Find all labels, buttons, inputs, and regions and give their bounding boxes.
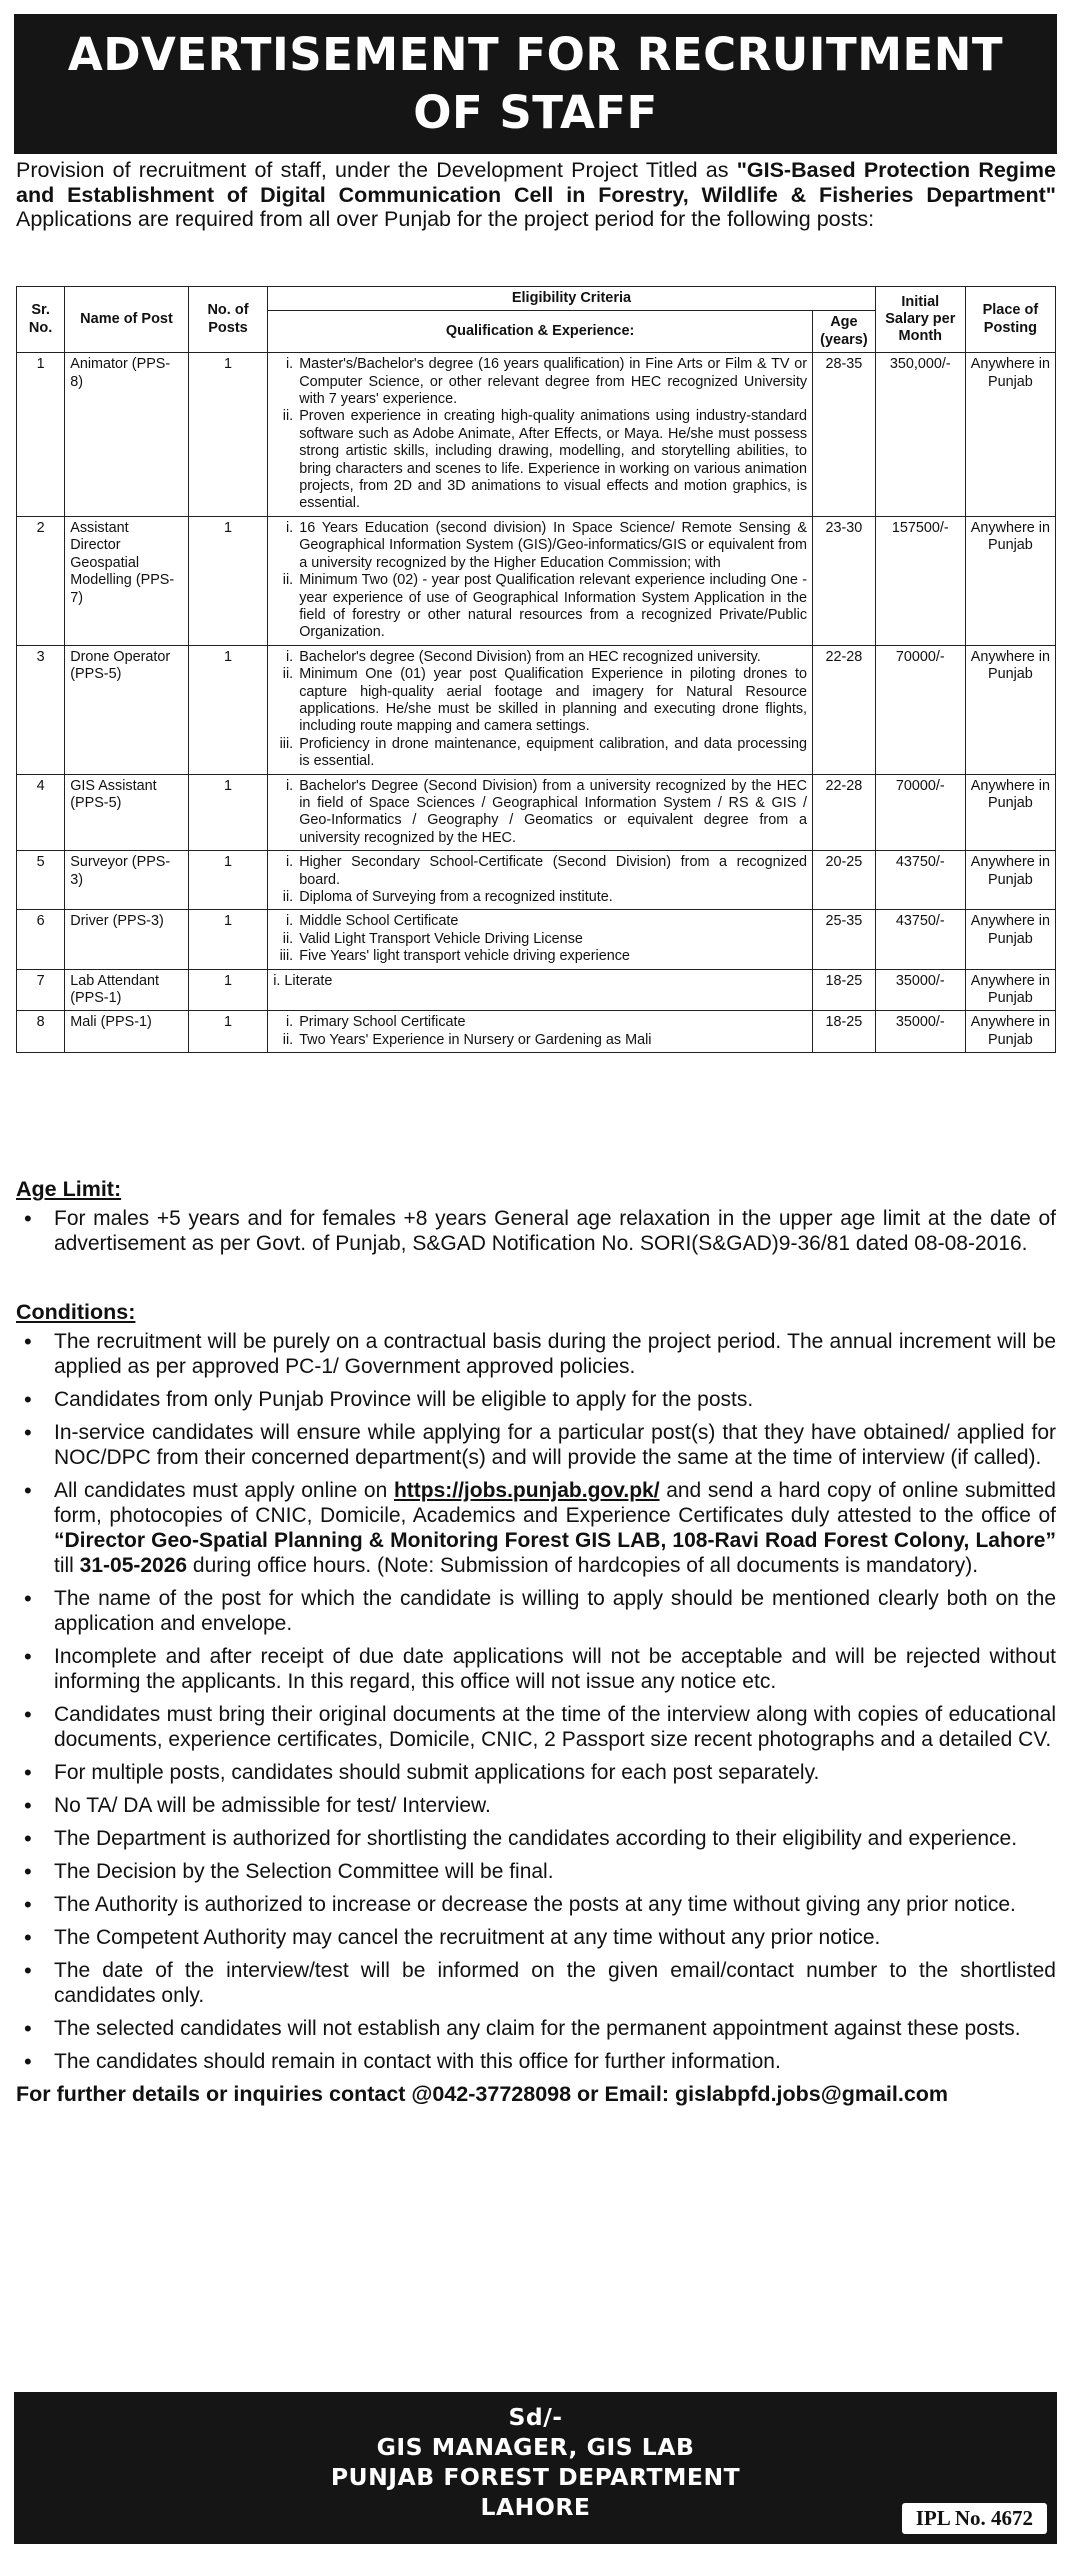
row-post-name: Surveyor (PPS-3) — [65, 851, 189, 910]
table-row — [17, 910, 1056, 969]
title-line-2: OF STAFF — [413, 86, 658, 139]
posts-table-body — [17, 353, 1056, 1053]
row-salary: 70000/- — [875, 645, 965, 774]
row-qualification — [268, 910, 813, 969]
signature-banner — [14, 2392, 1057, 2544]
row-place: Anywhere in Punjab — [965, 516, 1055, 645]
header-salary: Initial Salary per Month — [875, 287, 965, 353]
row-place: Anywhere in Punjab — [965, 910, 1055, 969]
signatory-title: GIS MANAGER, GIS LAB — [376, 2433, 695, 2461]
title-line-1: ADVERTISEMENT FOR RECRUITMENT — [67, 28, 1004, 81]
row-salary: 43750/- — [875, 851, 965, 910]
row-qualification — [268, 969, 813, 1011]
row-sr: 3 — [17, 645, 65, 774]
qualification-item: ii. Proven experience in creating high-quality animations using industry-standard software such as Adobe Animate, After Effects, or Maya. He/she must possess strong artistic skills, including drawing, modelling, and storytelling abilities, to bring characters and scenes to life. Experience in working on various animation projects, from 2D and 3D animations to visual effects and motion graphics, is essential. — [297, 408, 807, 512]
qualification-item: ii. Valid Light Transport Vehicle Driving License — [297, 931, 807, 948]
row-post-count: 1 — [188, 774, 267, 851]
condition-item: • The recruitment will be purely on a contractual basis during the project period. The annual increment will be applied as per approved PC-1/ Government approved policies. — [54, 1329, 1056, 1379]
condition-item: • Candidates from only Punjab Province will be eligible to apply for the posts. — [54, 1387, 1056, 1412]
condition-item: • The date of the interview/test will be informed on the given email/contact number to the shortlisted candidates only. — [54, 1958, 1056, 2008]
row-sr: 6 — [17, 910, 65, 969]
apply-text-1: All candidates must apply online on — [54, 1479, 394, 1502]
row-post-name: GIS Assistant (PPS-5) — [65, 774, 189, 851]
row-age: 22-28 — [813, 774, 876, 851]
row-sr: 2 — [17, 516, 65, 645]
age-limit-item: • For males +5 years and for females +8 years General age relaxation in the upper age limit at the date of advertisement as per Govt. of Punjab, S&GAD Notification No. SORI(S&GAD)9-36/81 dated 08-08-2016. — [54, 1206, 1056, 1256]
qualification-list — [273, 649, 807, 771]
qualification-list — [273, 854, 807, 906]
table-row — [17, 774, 1056, 851]
qualification-item: i. Higher Secondary School-Certificate (Second Division) from a recognized board. — [297, 854, 807, 889]
row-post-count: 1 — [188, 645, 267, 774]
row-place: Anywhere in Punjab — [965, 645, 1055, 774]
conditions-heading: Conditions: — [16, 1300, 136, 1324]
header-qualification: Qualification & Experience: — [268, 311, 813, 353]
row-qualification — [268, 851, 813, 910]
table-row — [17, 645, 1056, 774]
row-age: 18-25 — [813, 969, 876, 1011]
qualification-item: ii. Minimum Two (02) - year post Qualification relevant experience including One - year experience of use of Geographical Information System Application in the field of forestry or other natural resources from a recognized Private/Public Organization. — [297, 572, 807, 642]
row-post-count: 1 — [188, 516, 267, 645]
intro-text-1: Provision of recruitment of staff, under the Development Project Titled as — [16, 158, 737, 182]
age-limit-list — [16, 1206, 1056, 1256]
condition-item-apply — [54, 1478, 1056, 1578]
header-eligibility: Eligibility Criteria — [268, 287, 876, 311]
row-sr: 8 — [17, 1011, 65, 1053]
condition-item: • The Authority is authorized to increase or decrease the posts at any time without giving any prior notice. — [54, 1892, 1056, 1917]
condition-item: • In-service candidates will ensure while applying for a particular post(s) that they have obtained/ applied for NOC/DPC from their concerned department(s) and will provide the same at the time of interview (if called). — [54, 1420, 1056, 1470]
row-place: Anywhere in Punjab — [965, 969, 1055, 1011]
row-qualification — [268, 645, 813, 774]
table-row — [17, 1011, 1056, 1053]
row-age: 28-35 — [813, 353, 876, 517]
row-post-name: Animator (PPS-8) — [65, 353, 189, 517]
conditions-section — [16, 1300, 1056, 2107]
condition-item: • The Decision by the Selection Committee will be final. — [54, 1859, 1056, 1884]
apply-text-4: during office hours. (Note: Submission of hardcopies of all documents is mandatory). — [187, 1554, 979, 1577]
city-name: LAHORE — [480, 2493, 591, 2521]
qualification-item: ii. Diploma of Surveying from a recognized institute. — [297, 889, 807, 906]
qualification-list — [273, 520, 807, 642]
title-banner — [14, 14, 1057, 154]
row-age: 18-25 — [813, 1011, 876, 1053]
row-age: 25-35 — [813, 910, 876, 969]
ipl-number: IPL No. 4672 — [902, 2503, 1047, 2534]
qualification-item: ii. Two Years' Experience in Nursery or Gardening as Mali — [297, 1032, 807, 1049]
row-post-name: Driver (PPS-3) — [65, 910, 189, 969]
condition-item: • Candidates must bring their original documents at the time of the interview along with copies of educational documents, experience certificates, Domicile, CNIC, 2 Passport size recent photographs and a detailed CV. — [54, 1702, 1056, 1752]
sd-text: Sd/- — [508, 2403, 563, 2431]
row-place: Anywhere in Punjab — [965, 774, 1055, 851]
row-salary: 35000/- — [875, 1011, 965, 1053]
header-age: Age (years) — [813, 311, 876, 353]
row-sr: 4 — [17, 774, 65, 851]
qualification-list — [273, 778, 807, 848]
qualification-item: i. 16 Years Education (second division) In Space Science/ Remote Sensing & Geographical Information System (GIS)/Geo-informatics/GIS or equivalent from a university recognized by the Higher Education Commission; with — [297, 520, 807, 572]
row-post-name: Mali (PPS-1) — [65, 1011, 189, 1053]
row-sr: 1 — [17, 353, 65, 517]
qualification-item: i. Bachelor's degree (Second Division) from an HEC recognized university. — [297, 649, 807, 666]
row-post-count: 1 — [188, 969, 267, 1011]
qualification-item: ii. Minimum One (01) year post Qualification Experience in piloting drones to capture high-quality aerial footage and imagery for Natural Resource applications. He/she must be skilled in planning and executing drone flights, including route mapping and camera settings. — [297, 666, 807, 736]
qualification-item: i. Master's/Bachelor's degree (16 years qualification) in Fine Arts or Film & TV or Computer Science, or other relevant degree from HEC recognized University with 7 years' experience. — [297, 356, 807, 408]
row-post-name: Lab Attendant (PPS-1) — [65, 969, 189, 1011]
posts-table — [16, 286, 1056, 1053]
conditions-list — [16, 1329, 1056, 2074]
condition-item: • No TA/ DA will be admissible for test/ Interview. — [54, 1793, 1056, 1818]
qualification-item: i. Primary School Certificate — [297, 1014, 807, 1031]
apply-text-2: and send a hard copy of online submitted form, photocopies of CNIC, Domicile, Academics and Experience Certificates duly attested to the office of — [54, 1479, 1056, 1527]
row-post-name: Drone Operator (PPS-5) — [65, 645, 189, 774]
qualification-list — [273, 1014, 807, 1049]
qualification-item: i. Bachelor's Degree (Second Division) from a university recognized by the HEC in field of Space Sciences / Geographical Information System / RS & GIS / Geo-Informatics / Geography / Geomatics or equivalent degree from a university recognized by the HEC. — [297, 778, 807, 848]
intro-text-2: Applications are required from all over Punjab for the project period for the following posts: — [16, 207, 875, 231]
table-row — [17, 851, 1056, 910]
condition-item: • Incomplete and after receipt of due date applications will not be acceptable and will be rejected without informing the applicants. In this regard, this office will not issue any notice etc. — [54, 1644, 1056, 1694]
condition-item: • The selected candidates will not establish any claim for the permanent appointment against these posts. — [54, 2016, 1056, 2041]
row-post-count: 1 — [188, 1011, 267, 1053]
row-post-name: Assistant Director Geospatial Modelling (PPS-7) — [65, 516, 189, 645]
row-age: 22-28 — [813, 645, 876, 774]
header-place: Place of Posting — [965, 287, 1055, 353]
apply-office-address: “Director Geo-Spatial Planning & Monitoring Forest GIS LAB, 108-Ravi Road Forest Colony, Lahore” — [54, 1529, 1056, 1552]
condition-item: • For multiple posts, candidates should submit applications for each post separately. — [54, 1760, 1056, 1785]
contact-line: For further details or inquiries contact @042-37728098 or Email: gislabpfd.jobs@gmail.com — [16, 2082, 949, 2106]
table-header-row — [17, 287, 1056, 311]
age-limit-section — [16, 1177, 1056, 1264]
row-post-count: 1 — [188, 910, 267, 969]
qualification-item: iii. Five Years' light transport vehicle driving experience — [297, 948, 807, 965]
project-title: "GIS-Based Protection Regime and Establishment of Digital Communication Cell in Forestry, Wildlife & Fisheries Department" — [16, 158, 1056, 207]
condition-item: • The candidates should remain in contact with this office for further information. — [54, 2049, 1056, 2074]
qualification-text: i. Literate — [273, 972, 333, 989]
apply-text-3: till — [54, 1554, 80, 1577]
row-qualification — [268, 774, 813, 851]
apply-url-link[interactable]: https://jobs.punjab.gov.pk/ — [393, 1479, 660, 1502]
row-salary: 157500/- — [875, 516, 965, 645]
row-age: 23-30 — [813, 516, 876, 645]
row-place: Anywhere in Punjab — [965, 851, 1055, 910]
row-sr: 5 — [17, 851, 65, 910]
condition-item: • The Competent Authority may cancel the recruitment at any time without any prior notice. — [54, 1925, 1056, 1950]
row-qualification — [268, 1011, 813, 1053]
row-salary: 35000/- — [875, 969, 965, 1011]
header-posts: No. of Posts — [188, 287, 267, 353]
qualification-list — [273, 913, 807, 965]
table-row — [17, 353, 1056, 517]
qualification-item: i. Middle School Certificate — [297, 913, 807, 930]
row-post-count: 1 — [188, 851, 267, 910]
condition-item: • The Department is authorized for shortlisting the candidates according to their eligibility and experience. — [54, 1826, 1056, 1851]
row-sr: 7 — [17, 969, 65, 1011]
row-age: 20-25 — [813, 851, 876, 910]
apply-deadline: 31-05-2026 — [79, 1554, 188, 1577]
row-salary: 43750/- — [875, 910, 965, 969]
department-name: PUNJAB FOREST DEPARTMENT — [330, 2463, 741, 2491]
row-post-count: 1 — [188, 353, 267, 517]
row-place: Anywhere in Punjab — [965, 353, 1055, 517]
qualification-list — [273, 356, 807, 513]
row-qualification — [268, 516, 813, 645]
intro-paragraph — [16, 158, 1056, 232]
row-salary: 350,000/- — [875, 353, 965, 517]
row-place: Anywhere in Punjab — [965, 1011, 1055, 1053]
header-name: Name of Post — [65, 287, 189, 353]
row-salary: 70000/- — [875, 774, 965, 851]
table-row — [17, 969, 1056, 1011]
condition-item: • The name of the post for which the candidate is willing to apply should be mentioned clearly both on the application and envelope. — [54, 1586, 1056, 1636]
age-limit-heading: Age Limit: — [16, 1177, 122, 1201]
table-row — [17, 516, 1056, 645]
qualification-item: iii. Proficiency in drone maintenance, equipment calibration, and data processing is essential. — [297, 736, 807, 771]
header-sr: Sr. No. — [17, 287, 65, 353]
row-qualification — [268, 353, 813, 517]
